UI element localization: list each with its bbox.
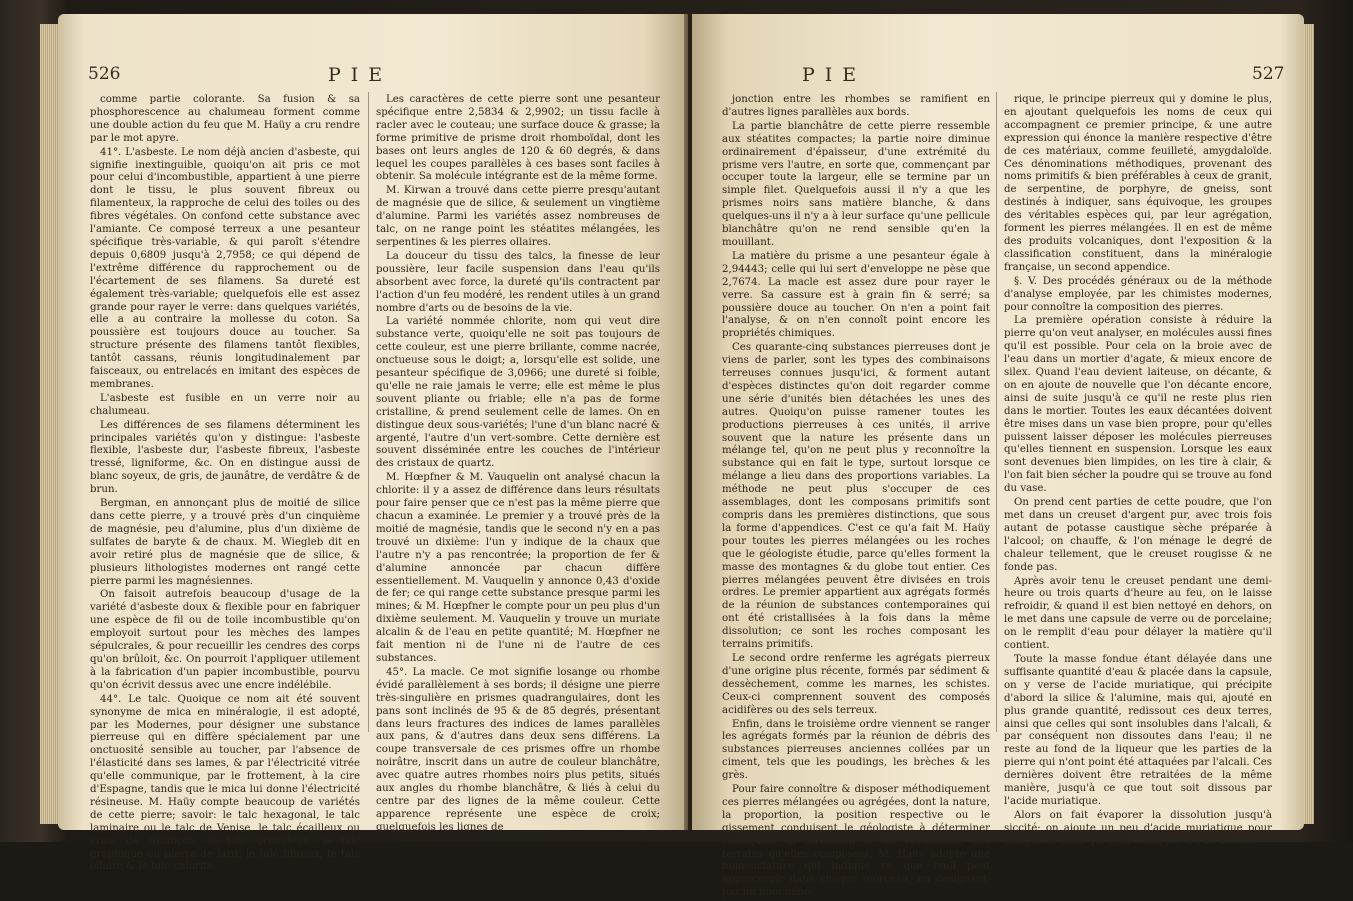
paragraph: La variété nommée chlorite, nom qui veut dire substance verte, quoiqu'elle ne soit pas toujours de cette couleur, est une pierre brillante, comme nacrée, onctueuse sous le doigt; a, lorsqu'elle est solide, une pesanteur spécifique de 3,0966; une dureté si foible, qu'elle ne raie jamais le verre; elle est même le plus souvent pliante ou friable; elle n'a pas de forme cristalline, & prend seulement celle de lames. On en distingue deux sous-variétés; l'une d'un blanc nacré & argenté, l'autre d'un vert-sombre. Cette dernière est souvent disséminée entre les couches de l'intérieur des cristaux de quartz. [376,316,660,470]
paragraph: M. Kirwan a trouvé dans cette pierre presqu'autant de magnésie que de silice, & seulement un vingtième d'alumine. Parmi les variétés assez nombreuses de talc, on ne range point les stéatites mélangées, les serpentines & les pierres ollaires. [376,185,660,248]
paragraph: Après avoir tenu le creuset pendant une demi-heure ou trois quarts d'heure au feu, on le laisse refroidir, & quand il est bien nettoyé en dehors, on le met dans une capsule de verre ou de porcelaine; on le remplit d'eau pour délayer la matière qu'il contient. [1004,575,1272,652]
paragraph: 45°. La macle. Ce mot signifie losange ou rhombe évidé parallèlement à ses bords; il désigne une pierre très-singulière en prismes quadrangulaires, dont les pans sont inclinés de 95 & de 85 degrés, présentant dans leurs fractures des indices de lames parallèles aux pans, & d'autres dans deux sens différens. La coupe transversale de ces prismes offre un rhombe noirâtre, inscrit dans un autre de couleur blanchâtre, avec quatre autres rhombes noirs plus petits, situés aux angles du rhombe blanchâtre, & liés à celui du centre par des lignes de la même couleur. Cette apparence représente une espèce de croix; quelquefois les lignes de [376,666,660,833]
paragraph: Bergman, en annonçant plus de moitié de silice dans cette pierre, y a trouvé près d'un cinquième de magnésie, peu d'alumine, plus d'un dixième de sulfates de baryte & de chaux. M. Wiegleb dit en avoir retiré plus de magnésie que de silice, & plusieurs lithologistes modernes ont rangé cette pierre parmi les magnésiennes. [90,498,360,587]
column-rule [996,92,997,732]
paragraph: jonction entre les rhombes se ramifient en d'autres lignes parallèles aux bords. [722,94,990,118]
paragraph: Le second ordre renferme les agrégats pierreux d'une origine plus récente, formés par sédiment & dessèchement, comme les marnes, les schistes. Ceux-ci comprennent souvent des composés acidifères ou des sels terreux. [722,652,990,716]
paragraph: La douceur du tissu des talcs, la finesse de leur poussière, leur facile suspension dans l'eau qu'ils absorbent avec force, la dureté qu'ils contractent par l'action d'un feu modéré, les rendent utiles à un grand nombre d'arts ou de besoins de la vie. [376,250,660,314]
paragraph: La matière du prisme a une pesanteur égale à 2,94443; celle qui lui sert d'enveloppe ne pèse que 2,7674. La macle est assez dure pour rayer le verre. Sa cassure est à grain fin & serré; sa poussière douce au toucher. On n'en a point fait l'analyse, & on n'en connoît point encore les propriétés chimiques. [722,250,990,340]
right-page [692,14,1304,899]
paragraph: Ces quarante-cinq substances pierreuses dont je viens de parler, sont les types des combinaisons terreuses connues jusqu'ici, & forment autant d'espèces distinctes qu'on doit regarder comme une série d'unités bien détachées les unes des autres. Quoiqu'on puisse ramener toutes les productions pierreuses à ces unités, il arrive souvent que la nature les présente dans un mélange tel, qu'on ne peut plus y reconnoître la substance qui en fait le type, surtout lorsque ce mélange a lieu dans des proportions variables. La méthode ne peut plus s'occuper de ces assemblages, dont les composans primitifs sont compris dans les premières distinctions, que sous la forme d'appendices. C'est ce qu'a fait M. Haüy pour toutes les pierres mélangées ou les roches que le géologiste étudie, parce qu'elles forment la masse des montagnes & du globe tout entier. Ces pierres mélangées peuvent être divisées en trois ordres. Le premier appartient aux agrégats formés de la réunion de substances contemporaines qui ont été cristallisées à la fois dans la même dissolution; ce sont les roches composant les terrains primitifs. [722,342,990,651]
paragraph: Alors on fait évaporer la dissolution jusqu'à siccité; on ajoute un peu d'acide muriatique pour remplacer celui qui s'est échappé, & l'on dissout [1004,809,1272,847]
paragraph: §. V. Des procédés généraux ou de la méthode d'analyse employée, par les chimistes modernes, pour connoître la composition des pierres. [1004,275,1272,313]
left-page [58,14,688,873]
paragraph: La première opération consiste à réduire la pierre qu'on veut analyser, en molécules aussi fines qu'il est possible. Pour cela on la broie avec de l'eau dans un mortier d'agate, & mieux encore de silex. Quand l'eau devient laiteuse, on décante, & on en ajoute de nouvelle que l'on décante encore, ainsi de suite jusqu'à ce qu'il ne reste plus rien dans le mortier. Toutes les eaux décantées doivent être mises dans un vase bien propre, pour qu'elles puissent laisser déposer les molécules pierreuses qu'elles tiennent en suspension. Lorsque les eaux sont devenues bien limpides, on les tire à clair, & l'on fait bien sécher la poudre qui se trouve au fond du vase. [1004,315,1272,495]
paragraph: comme partie colorante. Sa fusion & sa phosphorescence au chalumeau forment comme une double action du feu que M. Haüy a cru rendre par le mot apyre. [90,94,360,144]
paragraph: Les différences de ses filamens déterminent les principales variétés qu'on y distingue: l'asbeste flexible, l'asbeste dur, l'asbeste fibreux, l'asbeste tressé, ligniforme, &c. On en distingue aussi de blanc soyeux, de gris, de jaunâtre, de verdâtre & de brun. [90,419,360,496]
paragraph: On faisoit autrefois beaucoup d'usage de la variété d'asbeste doux & flexible pour en fabriquer une espèce de fil ou de toile incombustible qu'on employoit surtout pour les mèches des lampes sépulcrales, & pour recueillir les cendres des corps qu'on brûloit, &c. On pourroit l'appliquer utilement à la fabrication d'un papier incombustible, pourvu qu'on écrivit dessus avec une encre indélébile. [90,589,360,691]
paragraph: Toute la masse fondue étant délayée dans une suffisante quantité d'eau & placée dans la capsule, on y verse de l'acide muriatique, qui précipite d'abord la silice & l'alumine, mais qui, ajouté en plus grande quantité, redissout ces deux terres, ainsi que celles qui sont insolubles dans l'alcali, & par conséquent non dissoutes dans l'eau; il ne reste au fond de la liqueur que les parties de la pierre qui n'ont point été attaquées par l'alcali. Ces dernières doivent être retraitées de la même manière, jusqu'à ce que tout soit dissous par l'acide muriatique. [1004,653,1272,807]
paragraph: M. Hœpfner & M. Vauquelin ont analysé chacun la chlorite: il y a assez de différence dans leurs résultats pour faire penser que ce n'est pas la même pierre que chacun a examinée. Le premier y a trouvé près de la moitié de magnésie, tandis que le second n'y en a pas trouvé un dixième: l'un y indique de la chaux que l'autre n'y a pas rencontrée; la proportion de fer & d'alumine annoncée par chacun diffère essentiellement. M. Vauquelin y annonce 0,43 d'oxide de fer; ce qui range cette substance presque parmi les mines; & M. Hœpfner le compte pour un peu plus d'un dixième seulement. M. Vauquelin y trouve un muriate alcalin & de l'eau en petite quantité; M. Hœpfner ne fait mention ni de l'une ni de l'autre de ces substances. [376,472,660,664]
column-rule [368,92,369,732]
paragraph: 44°. Le talc. Quoique ce nom ait été souvent synonyme de mica en minéralogie, il est adopté, par les Modernes, pour désigner une substance pierreuse qui en diffère spécialement par une onctuosité sensible au toucher, par l'absence de l'élasticité dans ses lames, & par l'électricité vitrée qu'elle communique, par le frottement, à la cire d'Espagne, tandis que le mica lui donne l'électricité résineuse. M. Haüy compte beaucoup de variétés de cette pierre; savoir: le talc hexagonal, le talc laminaire ou le talc de Venise, le talc écailleux ou craie de Briançon, le talc granuleux, le talc graphique ou pierre de lard, le talc fibreux, le talc ollaire & le talc chlorite. [90,693,360,873]
running-header: PIE [328,64,393,86]
page-number: 527 [1252,64,1285,84]
paragraph: La partie blanchâtre de cette pierre ressemble aux stéatites compactes; la partie noire diminue ordinairement d'épaisseur, d'une extrémité du prisme vers l'autre, en sorte que, commençant par occuper toute la largeur, elle se termine par un simple filet. Quelquefois aussi il n'y a que les prismes noirs sans matière blanche, & dans quelques-uns il n'y a à leur surface qu'une pellicule blanchâtre qu'on ne rend sensible qu'en la mouillant. [722,120,990,248]
running-header: PIE [802,64,867,86]
text-column-2 [376,94,660,836]
paragraph: Enfin, dans le troisième ordre viennent se ranger les agrégats formés par la réunion de débris des substances pierreuses anciennes collées par un ciment, tels que les poudings, les brèches & les grès. [722,718,990,782]
paragraph: 41°. L'asbeste. Le nom déjà ancien d'asbeste, qui signifie inextinguible, quoiqu'on ait pris ce mot pour celui d'incombustible, appartient à une pierre dont le tissu, le plus souvent fibreux ou filamenteux, la rapproche de celui des toiles ou des fibres végétales. On confond cette substance avec l'amiante. Ce composé terreux a une pesanteur spécifique très-variable, & qui paroît s'étendre depuis 0,6809 jusqu'à 2,7958; ce qui dépend de l'extrême différence du rapprochement ou de l'écartement de ses filamens. Sa dureté est également très-variable; quelquefois elle est assez grande pour rayer le verre: dans quelques variétés, elle a au contraire la mollesse du coton. Sa poussière est toujours douce au toucher. Sa structure présente des filamens tantôt flexibles, tantôt cassans, réunis longitudinalement par faisceaux, ou entrelacés en imitant des espèces de membranes. [90,146,360,390]
paragraph: rique, le principe pierreux qui y domine le plus, en ajoutant quelquefois les noms de ceux qui accompagnent ce premier principe, & une autre expression qui énonce la manière respective d'être de ces matériaux, comme feuilleté, amygdaloïde. Ces dénominations méthodiques, provenant des noms primitifs & bien préférables à ceux de granit, de serpentine, de porphyre, de gneiss, sont destinés à indiquer, sans équivoque, les groupes des véritables espèces qui, par leur agrégation, forment les pierres mélangées. Il en est de même des produits volcaniques, dont l'exposition & la classification constituent, dans la minéralogie française, un second appendice. [1004,94,1272,273]
paragraph: L'asbeste est fusible en un verre noir au chalumeau. [90,392,360,417]
paragraph: Pour faire connoître & disposer méthodiquement ces pierres mélangées ou agrégées, dont la nature, la proportion, la position respective ou le gissement conduisent le géologiste à déterminer l'antiquité, la formation & les révolutions des terrains qu'elles composent, M. Haüy adopte une nomenclature qui indique ce que l'œil peut appercevoir dans chaque morceau, en désignant, par un nom géné- [722,784,990,899]
paragraph: On prend cent parties de cette poudre, que l'on met dans un creuset d'argent pur, avec trois fois autant de potasse caustique sèche préparée à l'alcool; on chauffe, & l'on ménage le degré de chaleur tellement, que le creuset rougisse & ne fonde pas. [1004,497,1272,573]
text-column-2 [1004,94,1272,850]
text-column-1 [722,94,990,901]
page-number: 526 [88,64,121,84]
text-column-1 [90,94,360,875]
paragraph: Les caractères de cette pierre sont une pesanteur spécifique entre 2,5834 & 2,9902; un tissu facile à racler avec le couteau; une surface douce & grasse; la forme primitive de prisme droit rhomboïdal, dont les bases ont leurs angles de 120 & 60 degrés, & dans lequel les coupes parallèles à ces bases sont faciles à obtenir. Sa molécule intégrante est de la même forme. [376,94,660,183]
